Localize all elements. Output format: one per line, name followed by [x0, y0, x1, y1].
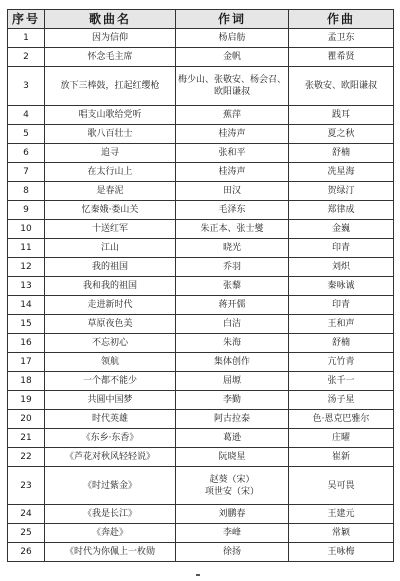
header-song: 歌曲名 [45, 10, 176, 29]
lyricist-name: 白洁 [176, 315, 289, 334]
table-row [8, 239, 394, 258]
row-num: 19 [8, 391, 45, 410]
table-row [8, 391, 394, 410]
row-num: 7 [8, 163, 45, 182]
table-row [8, 163, 394, 182]
composer-name: 常颖 [289, 524, 394, 543]
lyricist-name: 张藜 [176, 277, 289, 296]
song-title: 领航 [45, 353, 176, 372]
composer-name: 亢竹青 [289, 353, 394, 372]
song-title: 我的祖国 [45, 258, 176, 277]
table-row [8, 410, 394, 429]
table-header-row [8, 10, 394, 29]
table-row [8, 467, 394, 505]
composer-name: 崔新 [289, 448, 394, 467]
composer-name: 张千一 [289, 372, 394, 391]
row-num: 14 [8, 296, 45, 315]
song-title: 走进新时代 [45, 296, 176, 315]
lyricist-name: 金帆 [176, 48, 289, 67]
table-row [8, 524, 394, 543]
song-title: 一个都不能少 [45, 372, 176, 391]
song-title: 唱支山歌给党听 [45, 106, 176, 125]
row-num: 10 [8, 220, 45, 239]
composer-name: 王咏梅 [289, 543, 394, 562]
song-title: 江山 [45, 239, 176, 258]
row-num: 15 [8, 315, 45, 334]
composer-name: 王和声 [289, 315, 394, 334]
song-title: 放下三棒鼓，扛起红缨枪 [45, 67, 176, 106]
row-num: 16 [8, 334, 45, 353]
song-title: 是春泥 [45, 182, 176, 201]
lyricist-name: 赵葵（宋） 项世安（宋） [176, 467, 289, 505]
lyricist-name: 杨启舫 [176, 29, 289, 48]
song-title: 《奔赴》 [45, 524, 176, 543]
row-num: 5 [8, 125, 45, 144]
composer-name: 舒楠 [289, 334, 394, 353]
row-num: 2 [8, 48, 45, 67]
composer-name: 刘炽 [289, 258, 394, 277]
table-row [8, 258, 394, 277]
row-num: 25 [8, 524, 45, 543]
composer-name: 吴可畏 [289, 467, 394, 505]
table-row [8, 125, 394, 144]
table-row [8, 277, 394, 296]
header-num: 序号 [8, 10, 45, 29]
row-num: 3 [8, 67, 45, 106]
lyricist-name: 阿古拉泰 [176, 410, 289, 429]
table-row [8, 201, 394, 220]
composer-name: 金巍 [289, 220, 394, 239]
lyricist-name: 晓光 [176, 239, 289, 258]
table-row [8, 220, 394, 239]
table-row [8, 543, 394, 562]
composer-name: 庄曜 [289, 429, 394, 448]
header-composer: 作曲 [289, 10, 394, 29]
lyricist-name: 毛泽东 [176, 201, 289, 220]
composer-name: 张敬安、欧阳谦叔 [289, 67, 394, 106]
lyricist-name: 葛逊 [176, 429, 289, 448]
page-mark [196, 574, 200, 576]
table-body [8, 29, 394, 562]
row-num: 9 [8, 201, 45, 220]
lyricist-name: 朱海 [176, 334, 289, 353]
song-title: 《我是长江》 [45, 505, 176, 524]
table-row [8, 334, 394, 353]
table-row [8, 29, 394, 48]
table-row [8, 505, 394, 524]
row-num: 22 [8, 448, 45, 467]
song-title: 在太行山上 [45, 163, 176, 182]
composer-name: 舒楠 [289, 144, 394, 163]
song-list-sheet [7, 9, 393, 562]
composer-name: 郑律成 [289, 201, 394, 220]
song-title: 《时代为你佩上一枚勋 [45, 543, 176, 562]
row-num: 4 [8, 106, 45, 125]
composer-name: 瞿希贤 [289, 48, 394, 67]
row-num: 8 [8, 182, 45, 201]
composer-name: 印青 [289, 239, 394, 258]
composer-name: 印青 [289, 296, 394, 315]
lyricist-name: 桂涛声 [176, 163, 289, 182]
lyricist-name: 阮晓星 [176, 448, 289, 467]
lyricist-name: 张和平 [176, 144, 289, 163]
row-num: 26 [8, 543, 45, 562]
song-title: 《时过紫金》 [45, 467, 176, 505]
song-title: 因为信仰 [45, 29, 176, 48]
table-row [8, 106, 394, 125]
row-num: 23 [8, 467, 45, 505]
lyricist-name: 李勤 [176, 391, 289, 410]
table-row [8, 372, 394, 391]
lyricist-name: 梅少山、张敬安、杨会召、欧阳谦叔 [176, 67, 289, 106]
lyricist-name: 屈塬 [176, 372, 289, 391]
header-lyricist: 作词 [176, 10, 289, 29]
song-table [7, 9, 394, 562]
composer-name: 色·恩克巴雅尔 [289, 410, 394, 429]
row-num: 1 [8, 29, 45, 48]
composer-name: 践耳 [289, 106, 394, 125]
row-num: 24 [8, 505, 45, 524]
composer-name: 汤子星 [289, 391, 394, 410]
table-row [8, 448, 394, 467]
row-num: 13 [8, 277, 45, 296]
row-num: 17 [8, 353, 45, 372]
row-num: 20 [8, 410, 45, 429]
table-row [8, 48, 394, 67]
composer-name: 冼星海 [289, 163, 394, 182]
lyricist-name: 乔羽 [176, 258, 289, 277]
lyricist-name: 集体创作 [176, 353, 289, 372]
song-title: 共圆中国梦 [45, 391, 176, 410]
table-row [8, 315, 394, 334]
song-title: 歌八百壮士 [45, 125, 176, 144]
lyricist-name: 蕉萍 [176, 106, 289, 125]
song-title: 不忘初心 [45, 334, 176, 353]
table-row [8, 296, 394, 315]
song-title: 十送红军 [45, 220, 176, 239]
song-title: 怀念毛主席 [45, 48, 176, 67]
composer-name: 夏之秋 [289, 125, 394, 144]
composer-name: 孟卫东 [289, 29, 394, 48]
table-row [8, 67, 394, 106]
lyricist-name: 徐扬 [176, 543, 289, 562]
table-row [8, 353, 394, 372]
song-title: 追寻 [45, 144, 176, 163]
song-title: 《东乡·东香》 [45, 429, 176, 448]
lyricist-name: 刘鹏春 [176, 505, 289, 524]
song-title: 《芦花对秋风轻轻说》 [45, 448, 176, 467]
song-title: 我和我的祖国 [45, 277, 176, 296]
row-num: 6 [8, 144, 45, 163]
table-row [8, 182, 394, 201]
lyricist-name: 李峰 [176, 524, 289, 543]
table-row [8, 144, 394, 163]
composer-name: 秦咏诚 [289, 277, 394, 296]
lyricist-name: 蒋开儒 [176, 296, 289, 315]
row-num: 11 [8, 239, 45, 258]
song-title: 草原夜色美 [45, 315, 176, 334]
row-num: 21 [8, 429, 45, 448]
lyricist-name: 朱正本、张士燮 [176, 220, 289, 239]
song-title: 忆秦娥·娄山关 [45, 201, 176, 220]
composer-name: 贺绿汀 [289, 182, 394, 201]
row-num: 18 [8, 372, 45, 391]
composer-name: 王建元 [289, 505, 394, 524]
row-num: 12 [8, 258, 45, 277]
table-row [8, 429, 394, 448]
song-title: 时代英雄 [45, 410, 176, 429]
lyricist-name: 桂涛声 [176, 125, 289, 144]
lyricist-name: 田汉 [176, 182, 289, 201]
